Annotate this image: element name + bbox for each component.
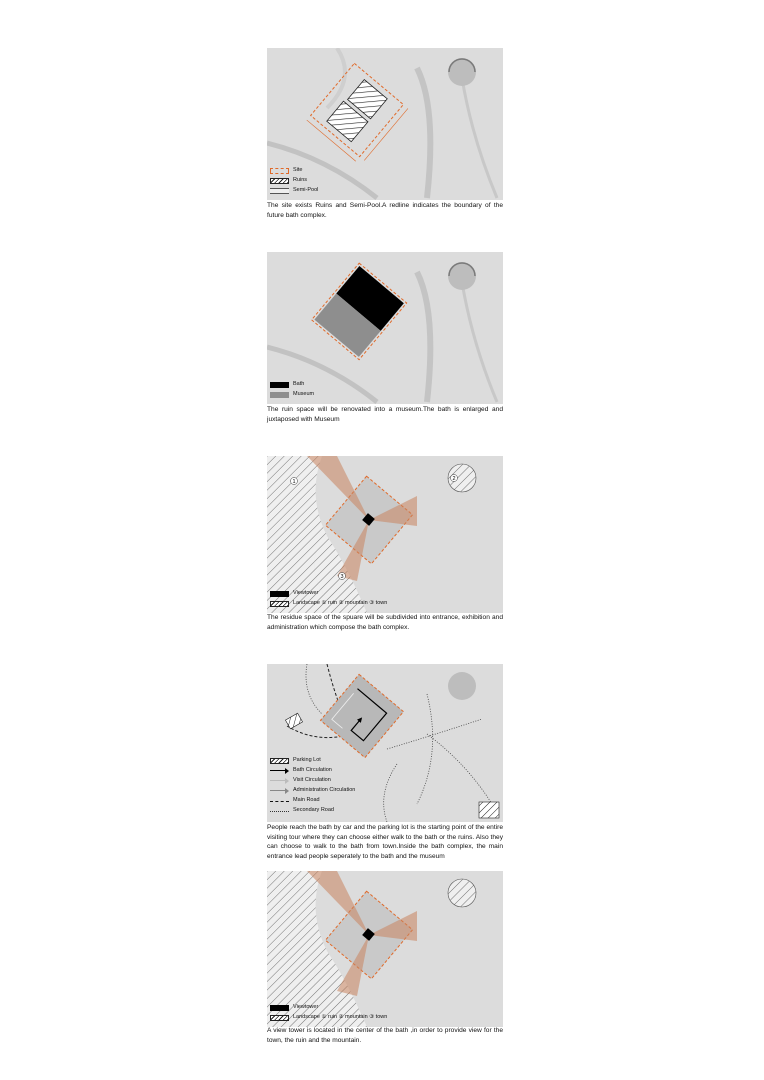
legend-item: Parking Lot — [270, 756, 355, 766]
diagram-panel-program — [267, 252, 503, 427]
site-map — [267, 48, 503, 200]
caption: A view tower is located in the center of the bath ,in order to provide view for the town, the ruin and the mountain. — [267, 1027, 503, 1044]
legend — [270, 166, 318, 196]
legend — [270, 380, 314, 400]
circulation-map — [267, 664, 503, 822]
program-map — [267, 252, 503, 404]
marker-ruin: 1 — [292, 479, 296, 485]
legend-item: Bath — [270, 380, 314, 390]
legend-item: Site — [270, 166, 318, 176]
viewtower-swatch-icon — [270, 1005, 289, 1011]
visit-arrow-icon — [270, 778, 289, 784]
site-swatch-icon — [270, 168, 289, 174]
legend-item: Secondary Road — [270, 806, 355, 816]
legend-item: Landscape ① ruin ② mountain ③ town — [270, 599, 387, 609]
legend-item: Viewtower — [270, 1003, 387, 1013]
landscape-swatch-icon — [270, 1015, 289, 1021]
legend-item: Landscape ① ruin ② mountain ③ town — [270, 1013, 387, 1023]
viewtower-swatch-icon — [270, 591, 289, 597]
legend-item: Semi-Pool — [270, 186, 318, 196]
caption: The site exists Ruins and Semi-Pool.A redline indicates the boundary of the future bath complex. — [267, 202, 503, 219]
marker-town: 3 — [340, 574, 344, 580]
legend-item: Museum — [270, 390, 314, 400]
ruins-swatch-icon — [270, 178, 289, 184]
legend — [270, 1003, 387, 1023]
museum-swatch-icon — [270, 392, 289, 398]
bath-arrow-icon — [270, 768, 289, 774]
diagram-panel-site — [267, 48, 503, 223]
bath-swatch-icon — [270, 382, 289, 388]
secondary-road-line-icon — [270, 811, 289, 813]
landscape-swatch-icon — [270, 601, 289, 607]
main-road-line-icon — [270, 801, 289, 803]
marker-mountain: 2 — [452, 476, 456, 482]
views-map — [267, 456, 503, 613]
viewtower-map — [267, 871, 503, 1027]
diagram-panel-circulation — [267, 664, 503, 874]
legend-item: Viewtower — [270, 589, 387, 599]
legend-item: Main Road — [270, 796, 355, 806]
legend-item: Ruins — [270, 176, 318, 186]
legend-item: Visit Circulation — [270, 776, 355, 786]
diagram-panel-views — [267, 456, 503, 636]
diagram-panel-viewtower — [267, 871, 503, 1051]
legend — [270, 756, 355, 816]
parking-swatch-icon — [270, 758, 289, 764]
caption: People reach the bath by car and the parking lot is the starting point of the entire visiting tour where they can choose either walk to the bath or the ruins. Also they can choose to walk to the bath from town.Inside the bath complex, the main entrance lead people seperately to the bath and the museum — [267, 824, 503, 860]
caption: The ruin space will be renovated into a museum.The bath is enlarged and juxtaposed with Museum — [267, 406, 503, 423]
caption: The residue space of the spuare will be subdivided into entrance, exhibition and administration which compose the bath complex. — [267, 614, 503, 631]
legend — [270, 589, 387, 609]
legend-item: Administration Circulation — [270, 786, 355, 796]
admin-arrow-icon — [270, 788, 289, 794]
semi-pool-swatch-icon — [270, 188, 289, 194]
legend-item: Bath Circulation — [270, 766, 355, 776]
